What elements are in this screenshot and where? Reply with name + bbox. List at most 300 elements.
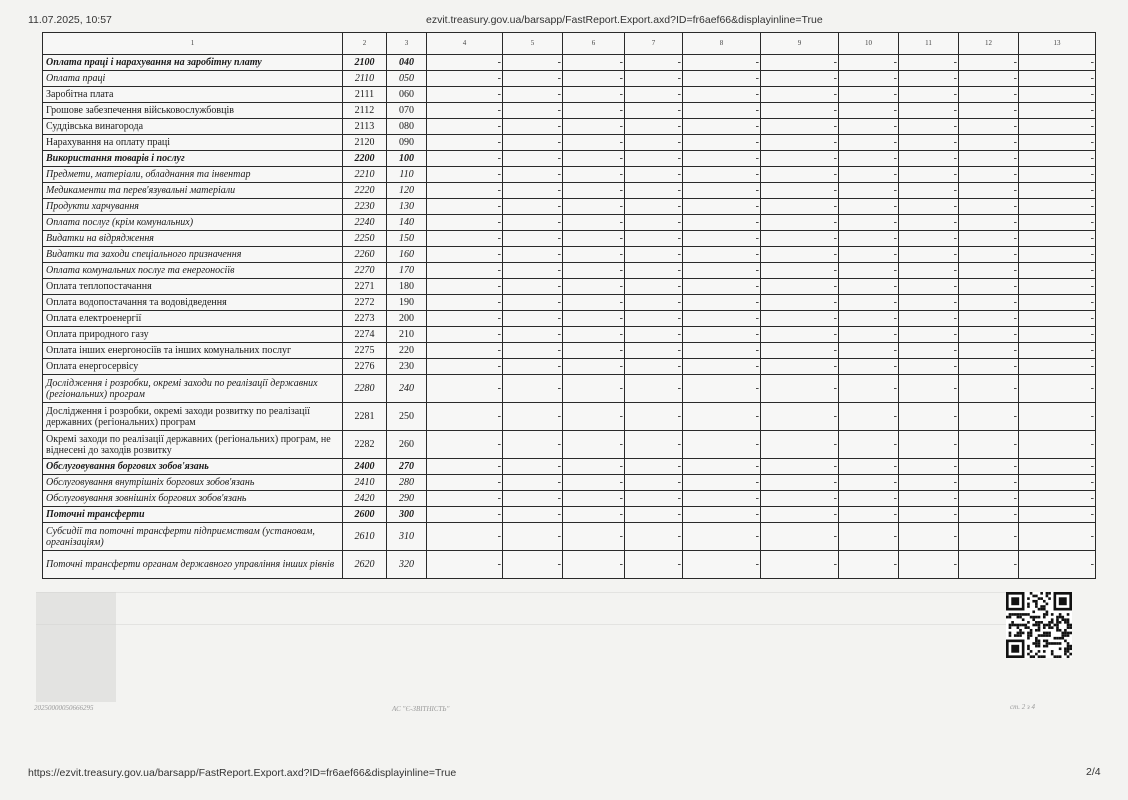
row-line-code: 080 [387,119,427,135]
row-value-cell: - [959,551,1019,579]
row-value-cell: - [761,55,839,71]
qr-code [1006,592,1072,658]
row-value-cell: - [959,403,1019,431]
row-value-cell: - [625,199,683,215]
row-value-cell: - [1019,183,1096,199]
row-value-cell: - [503,459,563,475]
row-value-cell: - [899,523,959,551]
row-value-cell: - [899,279,959,295]
row-value-cell: - [1019,71,1096,87]
row-value-cell: - [625,343,683,359]
row-value-cell: - [683,359,761,375]
row-value-cell: - [683,343,761,359]
row-value-cell: - [427,327,503,343]
row-value-cell: - [563,55,625,71]
row-value-cell: - [839,523,899,551]
row-value-cell: - [503,295,563,311]
row-value-cell: - [503,263,563,279]
row-value-cell: - [625,183,683,199]
row-value-cell: - [839,119,899,135]
row-line-code: 290 [387,491,427,507]
row-kekv-code: 2272 [343,295,387,311]
row-kekv-code: 2111 [343,87,387,103]
row-value-cell: - [563,327,625,343]
row-value-cell: - [503,375,563,403]
row-value-cell: - [839,279,899,295]
row-value-cell: - [761,295,839,311]
row-value-cell: - [761,87,839,103]
row-value-cell: - [427,359,503,375]
row-value-cell: - [683,247,761,263]
row-value-cell: - [1019,491,1096,507]
row-value-cell: - [959,263,1019,279]
row-name: Поточні трансферти [43,507,343,523]
table-row [43,167,1096,183]
row-value-cell: - [427,403,503,431]
row-line-code: 250 [387,403,427,431]
table-row [43,135,1096,151]
row-value-cell: - [839,459,899,475]
row-name: Обслуговування боргових зобов'язань [43,459,343,475]
row-value-cell: - [959,295,1019,311]
row-value-cell: - [899,295,959,311]
row-kekv-code: 2273 [343,311,387,327]
row-value-cell: - [683,403,761,431]
row-value-cell: - [503,103,563,119]
row-value-cell: - [761,327,839,343]
row-value-cell: - [761,551,839,579]
table-row [43,247,1096,263]
row-kekv-code: 2271 [343,279,387,295]
row-value-cell: - [625,71,683,87]
row-value-cell: - [427,119,503,135]
column-number: 8 [683,33,761,55]
row-value-cell: - [503,359,563,375]
row-value-cell: - [1019,199,1096,215]
row-value-cell: - [427,263,503,279]
row-line-code: 180 [387,279,427,295]
row-value-cell: - [563,247,625,263]
row-value-cell: - [683,119,761,135]
row-kekv-code: 2250 [343,231,387,247]
row-value-cell: - [683,55,761,71]
row-value-cell: - [563,403,625,431]
row-value-cell: - [503,551,563,579]
row-value-cell: - [899,71,959,87]
table-row [43,551,1096,579]
row-value-cell: - [1019,215,1096,231]
column-number: 5 [503,33,563,55]
row-value-cell: - [503,431,563,459]
row-value-cell: - [1019,375,1096,403]
row-value-cell: - [503,71,563,87]
row-value-cell: - [839,375,899,403]
row-line-code: 210 [387,327,427,343]
row-value-cell: - [625,491,683,507]
row-value-cell: - [427,491,503,507]
row-value-cell: - [503,215,563,231]
row-value-cell: - [761,215,839,231]
row-value-cell: - [427,311,503,327]
row-value-cell: - [503,167,563,183]
row-name: Оплата електроенергії [43,311,343,327]
row-value-cell: - [899,215,959,231]
row-value-cell: - [683,551,761,579]
row-value-cell: - [1019,311,1096,327]
row-value-cell: - [683,263,761,279]
row-value-cell: - [899,375,959,403]
row-value-cell: - [625,247,683,263]
row-value-cell: - [503,475,563,491]
row-value-cell: - [503,247,563,263]
row-value-cell: - [1019,103,1096,119]
row-kekv-code: 2620 [343,551,387,579]
row-value-cell: - [1019,119,1096,135]
row-value-cell: - [1019,327,1096,343]
row-value-cell: - [427,343,503,359]
row-value-cell: - [683,231,761,247]
row-value-cell: - [563,475,625,491]
row-value-cell: - [899,167,959,183]
row-value-cell: - [563,151,625,167]
row-value-cell: - [761,375,839,403]
table-row [43,55,1096,71]
row-value-cell: - [427,507,503,523]
row-value-cell: - [563,551,625,579]
row-line-code: 130 [387,199,427,215]
row-value-cell: - [839,151,899,167]
row-value-cell: - [839,183,899,199]
row-value-cell: - [563,135,625,151]
table-row [43,87,1096,103]
column-number: 1 [43,33,343,55]
row-line-code: 280 [387,475,427,491]
row-value-cell: - [427,55,503,71]
row-name: Оплата енергосервісу [43,359,343,375]
row-value-cell: - [959,71,1019,87]
row-value-cell: - [839,167,899,183]
row-value-cell: - [625,135,683,151]
row-value-cell: - [625,263,683,279]
row-value-cell: - [625,87,683,103]
row-kekv-code: 2281 [343,403,387,431]
row-value-cell: - [503,403,563,431]
table-row [43,375,1096,403]
row-value-cell: - [563,167,625,183]
row-name: Дослідження і розробки, окремі заходи по реалізації державних (регіональних) програм [43,375,343,403]
column-number: 12 [959,33,1019,55]
row-value-cell: - [563,295,625,311]
row-value-cell: - [761,183,839,199]
table-row [43,343,1096,359]
row-kekv-code: 2280 [343,375,387,403]
row-name: Оплата праці [43,71,343,87]
print-header-url: ezvit.treasury.gov.ua/barsapp/FastReport.Export.axd?ID=fr6aef66&displayinline=True [426,14,823,26]
row-value-cell: - [503,491,563,507]
row-name: Видатки та заходи спеціального призначення [43,247,343,263]
row-line-code: 120 [387,183,427,199]
row-value-cell: - [683,167,761,183]
row-value-cell: - [563,459,625,475]
row-name: Предмети, матеріали, обладнання та інвентар [43,167,343,183]
row-value-cell: - [839,295,899,311]
row-value-cell: - [839,311,899,327]
row-line-code: 040 [387,55,427,71]
row-value-cell: - [899,199,959,215]
row-value-cell: - [503,327,563,343]
row-value-cell: - [899,103,959,119]
row-value-cell: - [899,183,959,199]
row-value-cell: - [625,151,683,167]
row-kekv-code: 2270 [343,263,387,279]
row-value-cell: - [1019,551,1096,579]
row-value-cell: - [563,279,625,295]
row-value-cell: - [625,55,683,71]
row-value-cell: - [959,199,1019,215]
row-value-cell: - [761,343,839,359]
expenditure-report-table [42,32,1096,579]
row-value-cell: - [563,71,625,87]
row-name: Оплата послуг (крім комунальних) [43,215,343,231]
row-value-cell: - [839,359,899,375]
row-value-cell: - [683,103,761,119]
row-value-cell: - [959,507,1019,523]
row-value-cell: - [625,523,683,551]
row-value-cell: - [959,431,1019,459]
row-value-cell: - [899,311,959,327]
row-value-cell: - [563,263,625,279]
table-row [43,215,1096,231]
row-value-cell: - [959,183,1019,199]
row-value-cell: - [839,551,899,579]
table-row [43,523,1096,551]
document-code: 20250000050666295 [34,704,94,712]
row-value-cell: - [625,311,683,327]
row-value-cell: - [427,103,503,119]
row-value-cell: - [683,295,761,311]
row-value-cell: - [683,311,761,327]
row-name: Оплата інших енергоносіїв та інших комунальних послуг [43,343,343,359]
column-number: 7 [625,33,683,55]
row-value-cell: - [899,151,959,167]
row-value-cell: - [503,343,563,359]
row-value-cell: - [899,231,959,247]
row-value-cell: - [959,151,1019,167]
table-row [43,295,1096,311]
row-value-cell: - [563,87,625,103]
row-value-cell: - [959,231,1019,247]
row-value-cell: - [959,523,1019,551]
row-value-cell: - [563,311,625,327]
row-kekv-code: 2260 [343,247,387,263]
row-value-cell: - [899,491,959,507]
row-value-cell: - [899,119,959,135]
row-value-cell: - [1019,459,1096,475]
row-value-cell: - [959,55,1019,71]
print-footer-url: https://ezvit.treasury.gov.ua/barsapp/FastReport.Export.axd?ID=fr6aef66&displayinline=True [28,767,457,779]
row-value-cell: - [839,343,899,359]
row-kekv-code: 2400 [343,459,387,475]
table-row [43,263,1096,279]
row-value-cell: - [959,343,1019,359]
row-value-cell: - [959,375,1019,403]
row-value-cell: - [899,431,959,459]
row-value-cell: - [959,311,1019,327]
row-line-code: 150 [387,231,427,247]
row-name: Дослідження і розробки, окремі заходи розвитку по реалізації державних (регіональних) програм [43,403,343,431]
row-value-cell: - [959,135,1019,151]
row-value-cell: - [839,199,899,215]
row-line-code: 220 [387,343,427,359]
row-name: Нарахування на оплату праці [43,135,343,151]
row-value-cell: - [503,507,563,523]
row-name: Оплата праці і нарахування на заробітну плату [43,55,343,71]
row-value-cell: - [503,279,563,295]
row-name: Поточні трансферти органам державного управління інших рівнів [43,551,343,579]
row-name: Продукти харчування [43,199,343,215]
row-value-cell: - [427,231,503,247]
print-date: 11.07.2025, 10:57 [28,14,112,26]
row-value-cell: - [959,491,1019,507]
row-kekv-code: 2276 [343,359,387,375]
row-value-cell: - [427,87,503,103]
row-value-cell: - [761,491,839,507]
row-line-code: 060 [387,87,427,103]
row-line-code: 300 [387,507,427,523]
row-value-cell: - [899,135,959,151]
column-number: 9 [761,33,839,55]
row-value-cell: - [625,231,683,247]
row-value-cell: - [1019,343,1096,359]
row-value-cell: - [959,119,1019,135]
row-value-cell: - [839,507,899,523]
row-value-cell: - [427,475,503,491]
row-name: Оплата водопостачання та водовідведення [43,295,343,311]
row-kekv-code: 2200 [343,151,387,167]
row-value-cell: - [899,551,959,579]
row-value-cell: - [625,215,683,231]
row-value-cell: - [683,327,761,343]
row-value-cell: - [563,119,625,135]
table-row [43,491,1096,507]
row-value-cell: - [839,247,899,263]
row-value-cell: - [427,71,503,87]
row-name: Оплата комунальних послуг та енергоносіїв [43,263,343,279]
table-row [43,231,1096,247]
row-value-cell: - [625,375,683,403]
bleed-through-line [36,624,1006,625]
row-value-cell: - [427,279,503,295]
row-value-cell: - [427,247,503,263]
column-number: 10 [839,33,899,55]
row-kekv-code: 2110 [343,71,387,87]
row-value-cell: - [625,459,683,475]
row-value-cell: - [625,403,683,431]
row-line-code: 190 [387,295,427,311]
row-value-cell: - [625,431,683,459]
row-value-cell: - [1019,475,1096,491]
row-value-cell: - [899,87,959,103]
row-value-cell: - [839,55,899,71]
row-value-cell: - [959,247,1019,263]
row-value-cell: - [839,475,899,491]
row-value-cell: - [1019,231,1096,247]
row-value-cell: - [1019,135,1096,151]
row-value-cell: - [899,403,959,431]
row-value-cell: - [761,199,839,215]
row-value-cell: - [1019,55,1096,71]
row-value-cell: - [683,135,761,151]
row-line-code: 230 [387,359,427,375]
row-value-cell: - [899,459,959,475]
row-value-cell: - [839,135,899,151]
row-value-cell: - [959,327,1019,343]
row-value-cell: - [625,507,683,523]
row-value-cell: - [683,491,761,507]
row-value-cell: - [1019,279,1096,295]
row-value-cell: - [839,263,899,279]
row-name: Оплата теплопостачання [43,279,343,295]
row-value-cell: - [839,215,899,231]
row-value-cell: - [503,199,563,215]
row-value-cell: - [839,87,899,103]
row-value-cell: - [683,87,761,103]
row-value-cell: - [683,71,761,87]
row-value-cell: - [761,263,839,279]
row-value-cell: - [563,431,625,459]
row-value-cell: - [625,103,683,119]
row-value-cell: - [761,231,839,247]
print-page-number: 2/4 [1086,766,1101,778]
row-kekv-code: 2100 [343,55,387,71]
row-value-cell: - [1019,403,1096,431]
row-name: Грошове забезпечення військовослужбовців [43,103,343,119]
column-number-row [43,33,1096,55]
row-value-cell: - [761,403,839,431]
table-row [43,359,1096,375]
row-value-cell: - [1019,263,1096,279]
row-line-code: 320 [387,551,427,579]
table-row [43,151,1096,167]
row-line-code: 050 [387,71,427,87]
row-name: Медикаменти та перев'язувальні матеріали [43,183,343,199]
row-value-cell: - [625,279,683,295]
sheet-page-label: ст. 2 з 4 [1010,703,1035,711]
row-value-cell: - [427,295,503,311]
row-kekv-code: 2113 [343,119,387,135]
row-value-cell: - [761,459,839,475]
row-value-cell: - [427,135,503,151]
row-value-cell: - [503,119,563,135]
row-value-cell: - [899,359,959,375]
row-name: Обслуговування внутрішніх боргових зобов'язань [43,475,343,491]
row-line-code: 200 [387,311,427,327]
row-value-cell: - [427,199,503,215]
row-value-cell: - [1019,247,1096,263]
row-value-cell: - [563,359,625,375]
row-value-cell: - [427,151,503,167]
row-value-cell: - [761,431,839,459]
bleed-through-line [36,592,1006,593]
row-line-code: 090 [387,135,427,151]
row-line-code: 070 [387,103,427,119]
row-value-cell: - [683,459,761,475]
row-value-cell: - [503,311,563,327]
row-value-cell: - [427,459,503,475]
row-value-cell: - [761,167,839,183]
row-value-cell: - [503,151,563,167]
row-value-cell: - [563,231,625,247]
